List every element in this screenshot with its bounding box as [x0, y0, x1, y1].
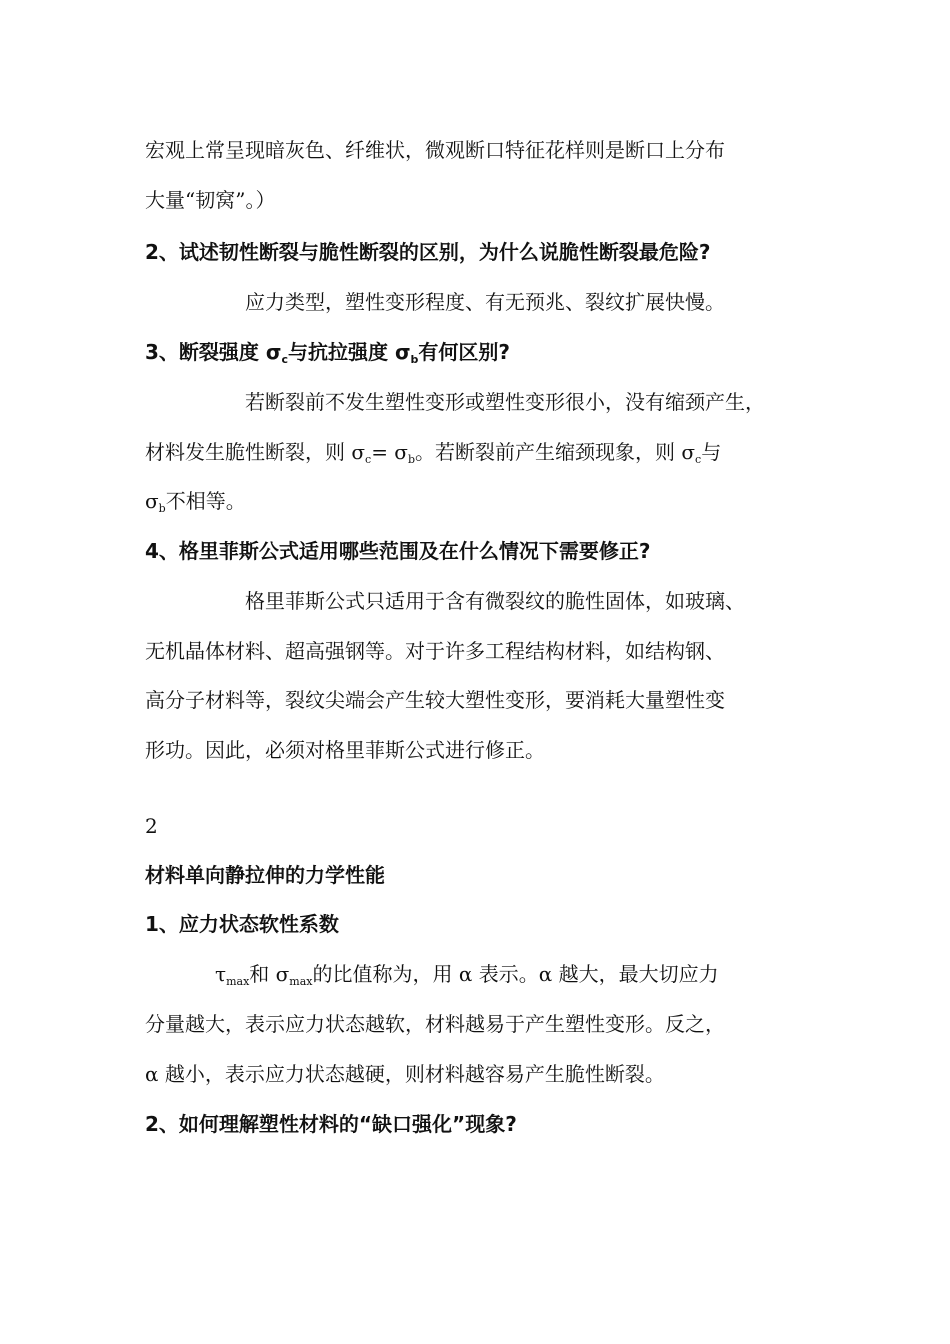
subscript: max [226, 975, 250, 988]
answer-text: = σ [371, 440, 408, 464]
subscript: b [158, 502, 166, 515]
subscript: max [289, 975, 313, 988]
paragraph-line: 宏观上常呈现暗灰色、纤维状，微观断口特征花样则是断口上分布 [145, 138, 725, 162]
subscript: b [407, 453, 416, 466]
answer-text: τ [215, 962, 227, 986]
question-heading: 2、试述韧性断裂与脆性断裂的区别，为什么说脆性断裂最危险? [145, 240, 711, 264]
answer-text: 材料发生脆性断裂，则 σ [145, 440, 366, 464]
answer-line: 形功。因此，必须对格里菲斯公式进行修正。 [145, 738, 545, 762]
question-heading: 4、格里菲斯公式适用哪些范围及在什么情况下需要修正? [145, 539, 651, 563]
subscript: c [281, 353, 288, 366]
question-heading: 2、如何理解塑性材料的“缺口强化”现象? [145, 1112, 517, 1136]
heading-text: 有何区别? [418, 340, 511, 364]
section-number: 2 [145, 814, 158, 838]
question-heading [145, 338, 510, 374]
answer-line: 格里菲斯公式只适用于含有微裂纹的脆性固体，如玻璃、 [245, 589, 745, 613]
paragraph-line: 大量“韧窝”。） [145, 188, 276, 212]
answer-line: 无机晶体材料、超高强钢等。对于许多工程结构材料，如结构钢、 [145, 639, 725, 663]
answer-text: 。若断裂前产生缩颈现象，则 σ [415, 440, 696, 464]
answer-text: 和 σ [249, 962, 290, 986]
answer-line: 若断裂前不发生塑性变形或塑性变形很小，没有缩颈产生， [245, 390, 765, 414]
subscript: c [365, 453, 372, 466]
answer-text: 与 [701, 440, 722, 464]
answer-line: 应力类型，塑性变形程度、有无预兆、裂纹扩展快慢。 [245, 290, 725, 314]
answer-line: α 越小，表示应力状态越硬，则材料越容易产生脆性断裂。 [145, 1062, 665, 1086]
heading-text: 3、断裂强度 σ [145, 340, 282, 364]
answer-line [215, 960, 719, 996]
heading-text: 与抗拉强度 σ [288, 340, 411, 364]
answer-text: 不相等。 [165, 489, 246, 513]
answer-line: 高分子材料等，裂纹尖端会产生较大塑性变形，要消耗大量塑性变 [145, 688, 725, 712]
answer-line [145, 487, 246, 523]
subscript: b [410, 353, 419, 366]
answer-line [145, 438, 721, 474]
answer-text: σ [145, 489, 159, 513]
question-heading: 1、应力状态软性系数 [145, 912, 339, 936]
section-title: 材料单向静拉伸的力学性能 [145, 863, 385, 887]
subscript: c [695, 453, 702, 466]
answer-line: 分量越大，表示应力状态越软，材料越易于产生塑性变形。反之， [145, 1012, 725, 1036]
answer-text: 的比值称为，用 α 表示。α 越大，最大切应力 [312, 962, 719, 986]
